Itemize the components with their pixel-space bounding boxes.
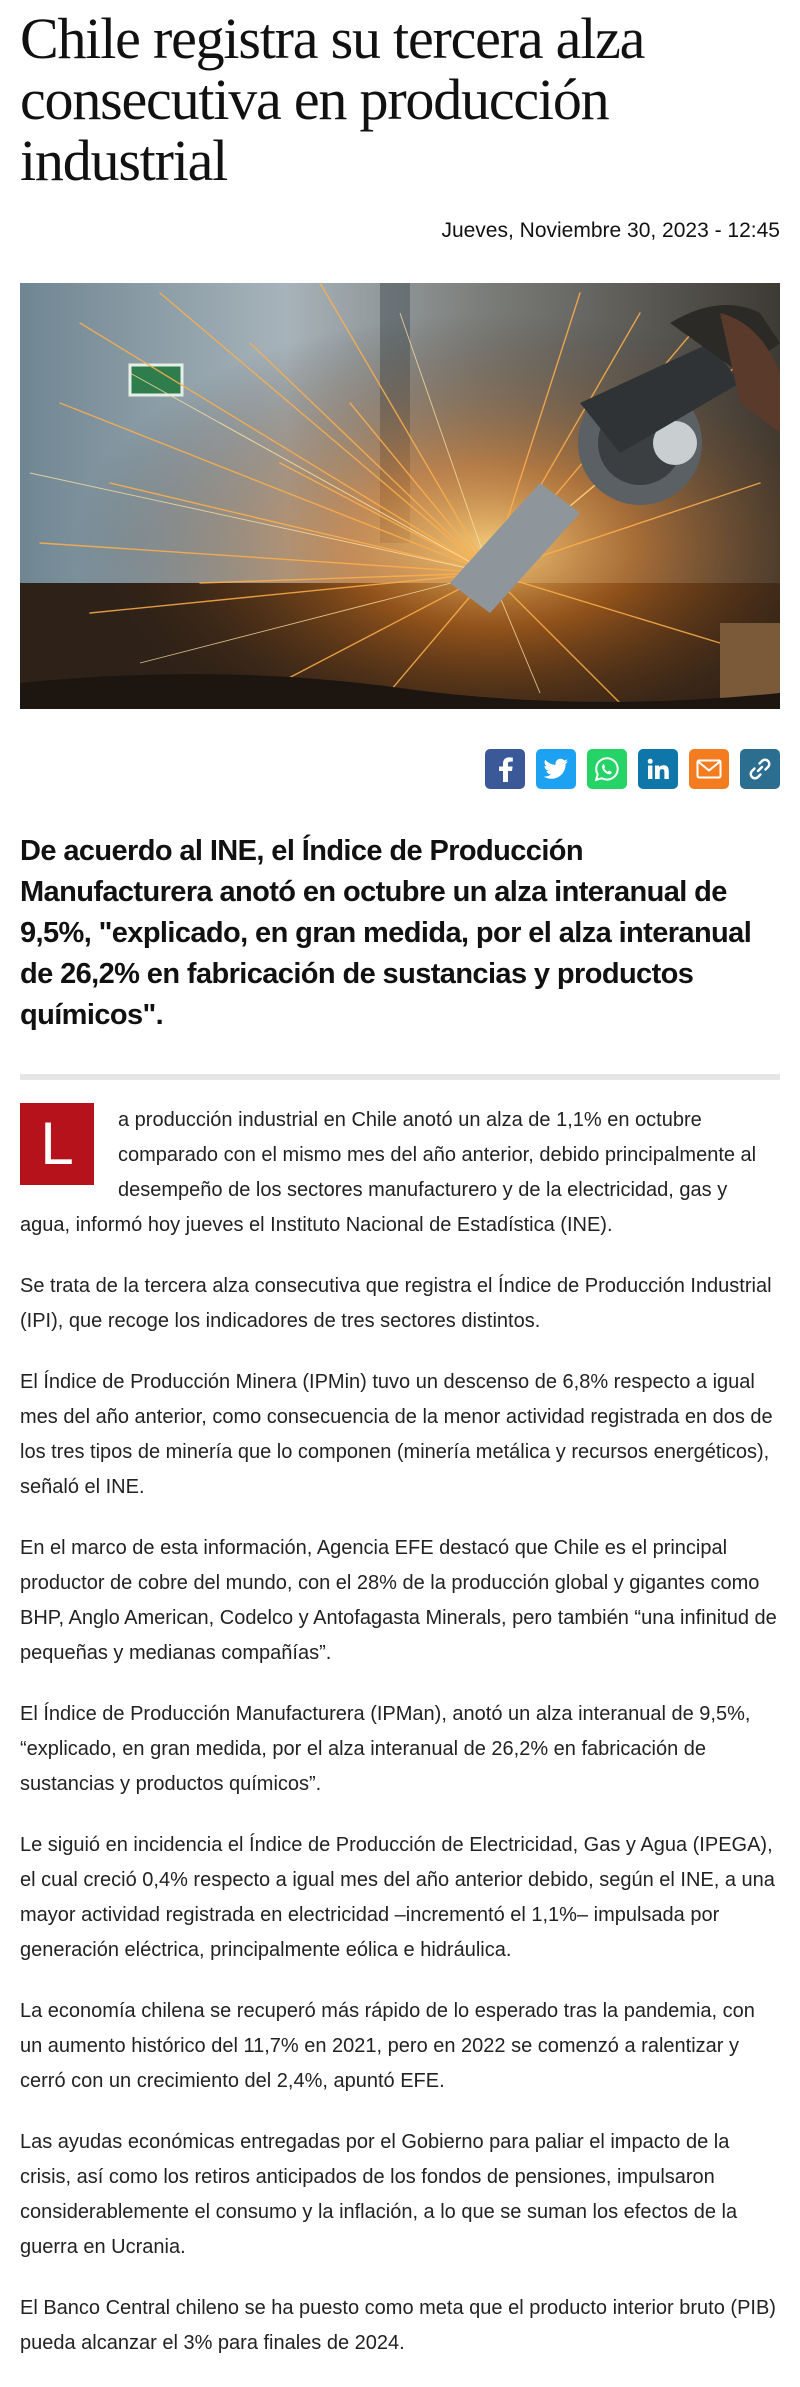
- linkedin-share-button[interactable]: [638, 749, 678, 789]
- article-paragraph: La economía chilena se recuperó más rápido de lo esperado tras la pandemia, con un aumento histórico del 11,7% en 2021, pero en 2022 se comenzó a ralentizar y cerró con un crecimiento del 2,4%, apuntó EFE.: [20, 2000, 755, 2092]
- article-dateline: Jueves, Noviembre 30, 2023 - 12:45: [441, 219, 780, 242]
- whatsapp-icon: [594, 756, 620, 782]
- article-paragraph: Las ayudas económicas entregadas por el Gobierno para paliar el impacto de la crisis, así como los retiros anticipados de los fondos de pensiones, impulsaron considerablemente el consumo y la inflación, a lo que se suman los efectos de la guerra en Ucrania.: [20, 2131, 738, 2258]
- twitter-share-button[interactable]: [536, 749, 576, 789]
- link-icon: [747, 756, 773, 782]
- drop-cap: L: [20, 1103, 94, 1185]
- email-icon: [696, 759, 722, 779]
- facebook-icon: [494, 756, 516, 782]
- article-paragraph: En el marco de esta información, Agencia EFE destacó que Chile es el principal productor de cobre del mundo, con el 28% de la producción global y gigantes como BHP, Anglo American, Codelco y Antofagasta Minerals, pero también “una infinitud de pequeñas y medianas compañías”.: [20, 1537, 777, 1664]
- article-paragraph: Le siguió en incidencia el Índice de Producción de Electricidad, Gas y Agua (IPEGA), el cual creció 0,4% respecto a igual mes del año anterior debido, según el INE, a una mayor actividad registrada en electricidad –incrementó el 1,1%– impulsada por generación eléctrica, principalmente eólica e hidráulica.: [20, 1834, 775, 1961]
- facebook-share-button[interactable]: [485, 749, 525, 789]
- linkedin-icon: [646, 757, 670, 781]
- twitter-icon: [543, 758, 569, 780]
- email-share-button[interactable]: [689, 749, 729, 789]
- article-page: [20, 0, 780, 2387]
- article-body: [20, 1103, 780, 2361]
- section-divider: [20, 1074, 780, 1080]
- article-paragraph: El Banco Central chileno se ha puesto como meta que el producto interior bruto (PIB) pueda alcanzar el 3% para finales de 2024.: [20, 2297, 776, 2354]
- share-bar: [20, 749, 780, 789]
- grinder-sparks-illustration: [20, 283, 780, 709]
- whatsapp-share-button[interactable]: [587, 749, 627, 789]
- article-headline: Chile registra su tercera alza consecutiva en producción industrial: [20, 6, 645, 193]
- article-paragraph: Se trata de la tercera alza consecutiva que registra el Índice de Producción Industrial (IPI), que recoge los indicadores de tres sectores distintos.: [20, 1275, 772, 1332]
- copy-link-button[interactable]: [740, 749, 780, 789]
- first-paragraph-text: a producción industrial en Chile anotó un alza de 1,1% en octubre comparado con el mismo mes del año anterior, debido principalmente al desempeño de los sectores manufacturero y de la electricidad, gas y agua, informó hoy jueves el Instituto Nacional de Estadística (INE).: [20, 1109, 757, 1236]
- article-paragraph: El Índice de Producción Minera (IPMin) tuvo un descenso de 6,8% respecto a igual mes del año anterior, como consecuencia de la menor actividad registrada en dos de los tres tipos de minería que lo componen (minería metálica y recursos energéticos), señaló el INE.: [20, 1371, 773, 1498]
- article-paragraph-first: [20, 1103, 780, 1243]
- article-lead: De acuerdo al INE, el Índice de Producción Manufacturera anotó en octubre un alza interanual de 9,5%, "explicado, en gran medida, por el alza interanual de 26,2% en fabricación de sustancias y productos químicos".: [20, 835, 752, 1031]
- article-paragraph: El Índice de Producción Manufacturera (IPMan), anotó un alza interanual de 9,5%, “explicado, en gran medida, por el alza interanual de 26,2% en fabricación de sustancias y productos químicos”.: [20, 1703, 751, 1795]
- hero-image: [20, 283, 780, 709]
